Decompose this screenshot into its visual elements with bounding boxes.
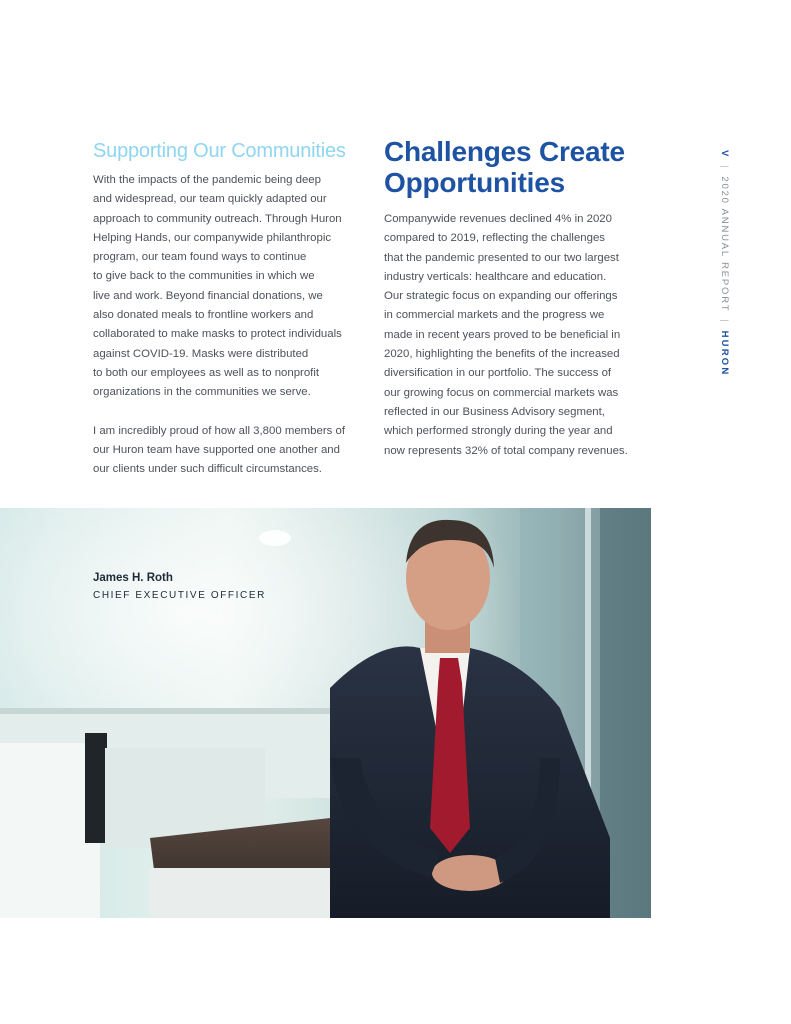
photo-caption: [93, 570, 266, 601]
text-line: industry verticals: healthcare and education.: [384, 270, 607, 283]
page-number: V: [719, 150, 730, 159]
paragraph-2: [93, 422, 363, 480]
text-line: and widespread, our team quickly adapted our: [93, 193, 327, 206]
text-line: I am incredibly proud of how all 3,800 members of: [93, 424, 345, 437]
text-line: in commercial markets and the progress we: [384, 309, 605, 322]
report-label: 2020 ANNUAL REPORT: [719, 176, 730, 313]
text-line: against COVID-19. Masks were distributed: [93, 347, 309, 360]
text-line: our clients under such difficult circumstances.: [93, 463, 322, 476]
text-line: With the impacts of the pandemic being deep: [93, 174, 321, 186]
text-line: diversification in our portfolio. The success of: [384, 367, 612, 380]
text-line: approach to community outreach. Through Huron: [93, 212, 342, 225]
text-line: which performed strongly during the year and: [384, 425, 613, 438]
text-line: also donated meals to frontline workers and: [93, 309, 314, 322]
text-line: our growing focus on commercial markets was: [384, 386, 619, 399]
section-title-challenges: [384, 136, 644, 198]
text-line: our Huron team have supported one another and: [93, 443, 340, 456]
caption-role: CHIEF EXECUTIVE OFFICER: [93, 590, 266, 601]
left-column: [93, 139, 363, 479]
brand-label: HURON: [719, 330, 730, 377]
text-line: that the pandemic presented to our two largest: [384, 251, 619, 264]
divider: |: [719, 319, 730, 324]
paragraph-gap: [93, 403, 363, 422]
paragraph-1: [93, 171, 363, 403]
text-line: Helping Hands, our companywide philanthropic: [93, 231, 332, 244]
text-line: 2020, highlighting the benefits of the increased: [384, 348, 620, 361]
section-title-supporting-communities: Supporting Our Communities: [93, 140, 346, 162]
right-paragraph: [384, 210, 644, 461]
right-column: [384, 136, 644, 461]
text-line: now represents 32% of total company revenues.: [384, 444, 628, 457]
caption-name: James H. Roth: [93, 572, 173, 584]
text-line: reflected in our Business Advisory segment,: [384, 405, 605, 418]
text-line: live and work. Beyond financial donations, we: [93, 289, 323, 302]
text-line: to give back to the communities in which we: [93, 270, 315, 283]
title-line: Opportunities: [384, 167, 565, 198]
text-line: collaborated to make masks to protect individuals: [93, 328, 342, 341]
text-line: made in recent years proved to be beneficial in: [384, 328, 621, 341]
vertical-side-label: [716, 150, 730, 377]
text-line: to both our employees as well as to nonprofit: [93, 366, 320, 379]
text-line: Our strategic focus on expanding our offerings: [384, 290, 618, 303]
text-line: program, our team found ways to continue: [93, 251, 307, 264]
text-line: organizations in the communities we serve.: [93, 386, 311, 399]
text-line: compared to 2019, reflecting the challenges: [384, 232, 605, 245]
divider: |: [719, 165, 730, 170]
text-line: Companywide revenues declined 4% in 2020: [384, 213, 612, 225]
title-line: Challenges Create: [384, 136, 625, 167]
